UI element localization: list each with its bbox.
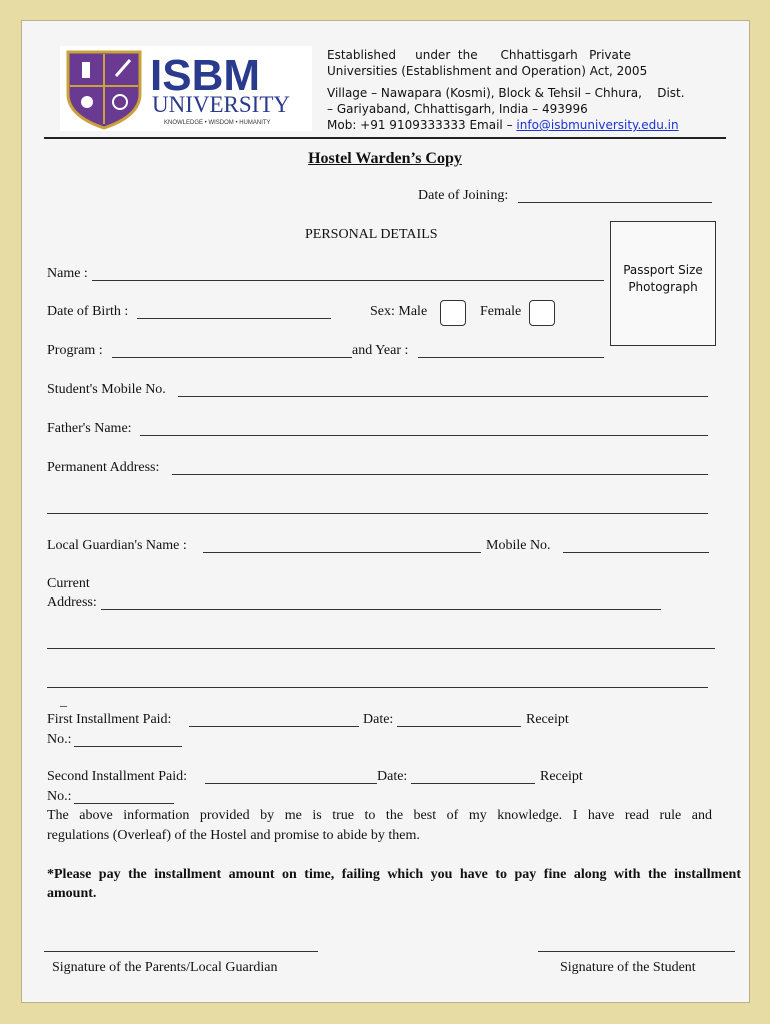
contact-line bbox=[327, 118, 679, 132]
address-line-2: – Gariyaband, Chhattisgarh, India – 493996 bbox=[327, 102, 588, 116]
permanent-address-field-2[interactable] bbox=[47, 513, 708, 514]
isbm-logo-graphic bbox=[60, 46, 312, 131]
contact-prefix: Mob: +91 9109333333 Email – bbox=[327, 118, 517, 132]
first-date-label: Date: bbox=[363, 712, 394, 727]
father-name-field[interactable] bbox=[140, 435, 708, 436]
guardian-mobile-label: Mobile No. bbox=[486, 538, 551, 553]
second-date-field[interactable] bbox=[411, 783, 535, 784]
program-field[interactable] bbox=[112, 357, 352, 358]
permanent-address-field[interactable] bbox=[172, 474, 708, 475]
student-signature-line[interactable] bbox=[538, 951, 735, 952]
second-receipt-label: Receipt bbox=[540, 769, 583, 784]
second-date-label: Date: bbox=[377, 769, 408, 784]
section-title: PERSONAL DETAILS bbox=[305, 227, 438, 242]
parent-signature-label: Signature of the Parents/Local Guardian bbox=[52, 960, 278, 975]
permanent-address-label: Permanent Address: bbox=[47, 460, 160, 475]
established-line-2: Universities (Establishment and Operation) Act, 2005 bbox=[327, 64, 648, 78]
second-installment-field[interactable] bbox=[205, 783, 377, 784]
year-field[interactable] bbox=[418, 357, 604, 358]
first-installment-label: First Installment Paid: bbox=[47, 712, 172, 727]
photo-label-2: Photograph bbox=[628, 280, 698, 294]
name-label: Name : bbox=[47, 266, 88, 281]
student-mobile-label: Student's Mobile No. bbox=[47, 382, 166, 397]
address-label: Address: bbox=[47, 595, 97, 610]
stray-underscore: _ bbox=[60, 694, 67, 709]
father-name-label: Father's Name: bbox=[47, 421, 132, 436]
declaration-line-2: regulations (Overleaf) of the Hostel and promise to abide by them. bbox=[47, 828, 420, 843]
second-receipt-no-label: No.: bbox=[47, 789, 72, 804]
current-address-field-3[interactable] bbox=[47, 687, 708, 688]
payment-note-line-1: *Please pay the installment amount on time, failing which you have to pay fine along with the installment bbox=[47, 867, 741, 882]
guardian-name-field[interactable] bbox=[203, 552, 481, 553]
student-mobile-field[interactable] bbox=[178, 396, 708, 397]
established-line-1: Established under the Chhattisgarh Private bbox=[327, 48, 631, 62]
email-link[interactable]: info@isbmuniversity.edu.in bbox=[516, 118, 679, 132]
first-receipt-no-field[interactable] bbox=[74, 746, 182, 747]
name-field[interactable] bbox=[92, 280, 604, 281]
parent-signature-line[interactable] bbox=[44, 951, 318, 952]
declaration-line-1: The above information provided by me is true to the best of my knowledge. I have read rule and bbox=[47, 808, 712, 823]
passport-photo-box bbox=[610, 221, 716, 346]
female-checkbox[interactable] bbox=[529, 300, 555, 326]
address-line-1: Village – Nawapara (Kosmi), Block & Tehsil – Chhura, Dist. bbox=[327, 86, 685, 100]
payment-note-line-2: amount. bbox=[47, 886, 97, 901]
sex-male-label: Sex: Male bbox=[370, 304, 428, 319]
student-signature-label: Signature of the Student bbox=[560, 960, 696, 975]
logo-tagline: KNOWLEDGE • WISDOM • HUMANITY bbox=[164, 120, 271, 126]
logo-sub: UNIVERSITY bbox=[152, 92, 290, 117]
program-label: Program : bbox=[47, 343, 103, 358]
current-address-field-2[interactable] bbox=[47, 648, 715, 649]
first-receipt-label: Receipt bbox=[526, 712, 569, 727]
year-label: and Year : bbox=[352, 343, 409, 358]
second-receipt-no-field[interactable] bbox=[74, 803, 174, 804]
current-label: Current bbox=[47, 576, 90, 591]
dob-field[interactable] bbox=[137, 318, 331, 319]
form-title: Hostel Warden’s Copy bbox=[308, 150, 462, 167]
dob-label: Date of Birth : bbox=[47, 304, 129, 319]
female-label: Female bbox=[480, 304, 522, 319]
first-date-field[interactable] bbox=[397, 726, 521, 727]
header-divider bbox=[44, 137, 726, 139]
date-of-joining-label: Date of Joining: bbox=[418, 188, 509, 203]
first-receipt-no-label: No.: bbox=[47, 732, 72, 747]
male-checkbox[interactable] bbox=[440, 300, 466, 326]
logo-name: ISBM bbox=[150, 51, 260, 100]
photo-label-1: Passport Size bbox=[623, 263, 703, 277]
university-logo bbox=[60, 46, 312, 131]
second-installment-label: Second Installment Paid: bbox=[47, 769, 187, 784]
guardian-mobile-field[interactable] bbox=[563, 552, 709, 553]
guardian-name-label: Local Guardian's Name : bbox=[47, 538, 187, 553]
date-of-joining-field[interactable] bbox=[518, 202, 712, 203]
first-installment-field[interactable] bbox=[189, 726, 359, 727]
current-address-field[interactable] bbox=[101, 609, 661, 610]
